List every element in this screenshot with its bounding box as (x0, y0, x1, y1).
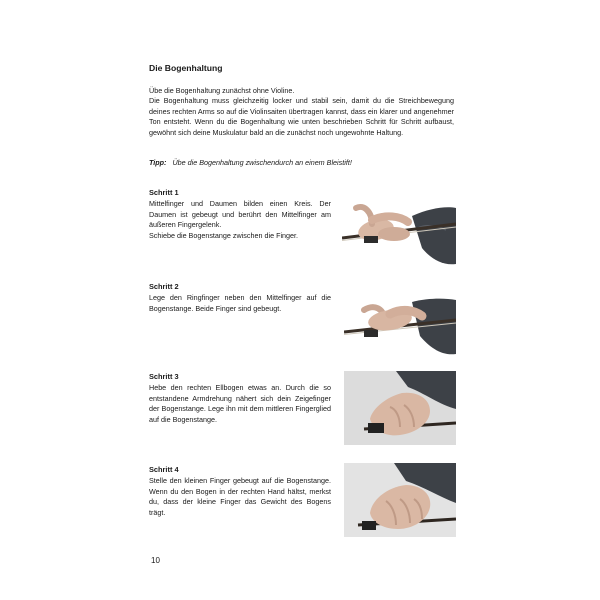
step-1 (149, 188, 331, 241)
tip-label: Tipp: (149, 158, 167, 167)
step-1-text-2: Schiebe die Bogenstange zwischen die Finger. (149, 230, 299, 240)
tip-text: Übe die Bogenhaltung zwischendurch an einem Bleistift! (172, 158, 352, 167)
step-3-title: Schritt 3 (149, 372, 179, 381)
step-3-photo (344, 371, 456, 445)
step-3-text: Hebe den rechten Ellbogen etwas an. Durch die so entstandene Armdrehung nähert sich dein Zeigefinger der Bogenstange. Lege ihn mit dem mittleren Fingerglied auf die Bogenstange. (149, 383, 331, 424)
intro-text (149, 86, 454, 138)
step-4-text: Stelle den kleinen Finger gebeugt auf die Bogenstange. Wenn du den Bogen in der rechten Hand hältst, merkst du, dass der kleine Finger das Gewicht des Bogens trägt. (149, 476, 331, 517)
tip-line (149, 158, 454, 167)
step-4 (149, 465, 331, 518)
page-heading: Die Bogenhaltung (149, 63, 223, 73)
step-2 (149, 282, 331, 314)
step-4-title: Schritt 4 (149, 465, 179, 474)
intro-line-1: Übe die Bogenhaltung zunächst ohne Violine. (149, 86, 295, 95)
step-2-title: Schritt 2 (149, 282, 179, 291)
step-1-title: Schritt 1 (149, 188, 179, 197)
page-number: 10 (151, 556, 160, 565)
intro-paragraph: Die Bogenhaltung muss gleichzeitig locker und stabil sein, damit du die Streichbewegung deines rechten Arms so auf die Violinsaiten übertragen kannst, dass ein klarer und angenehmer Ton entsteht. Wenn du die Bogenhaltung wie unten beschrieben Schritt für Schritt aufbaust, gewöhnt sich deine Muskulatur bald an die zunächst noch ungewohnte Haltung. (149, 96, 454, 137)
step-3 (149, 372, 331, 425)
step-1-photo (342, 194, 456, 270)
step-2-text: Lege den Ringfinger neben den Mittelfinger auf die Bogenstange. Beide Finger sind gebeugt. (149, 293, 331, 313)
step-4-photo (344, 463, 456, 537)
step-2-photo (344, 292, 456, 360)
step-1-text: Mittelfinger und Daumen bilden einen Kreis. Der Daumen ist gebeugt und berührt den Mittelfinger am äußeren Fingergelenk. (149, 199, 331, 230)
